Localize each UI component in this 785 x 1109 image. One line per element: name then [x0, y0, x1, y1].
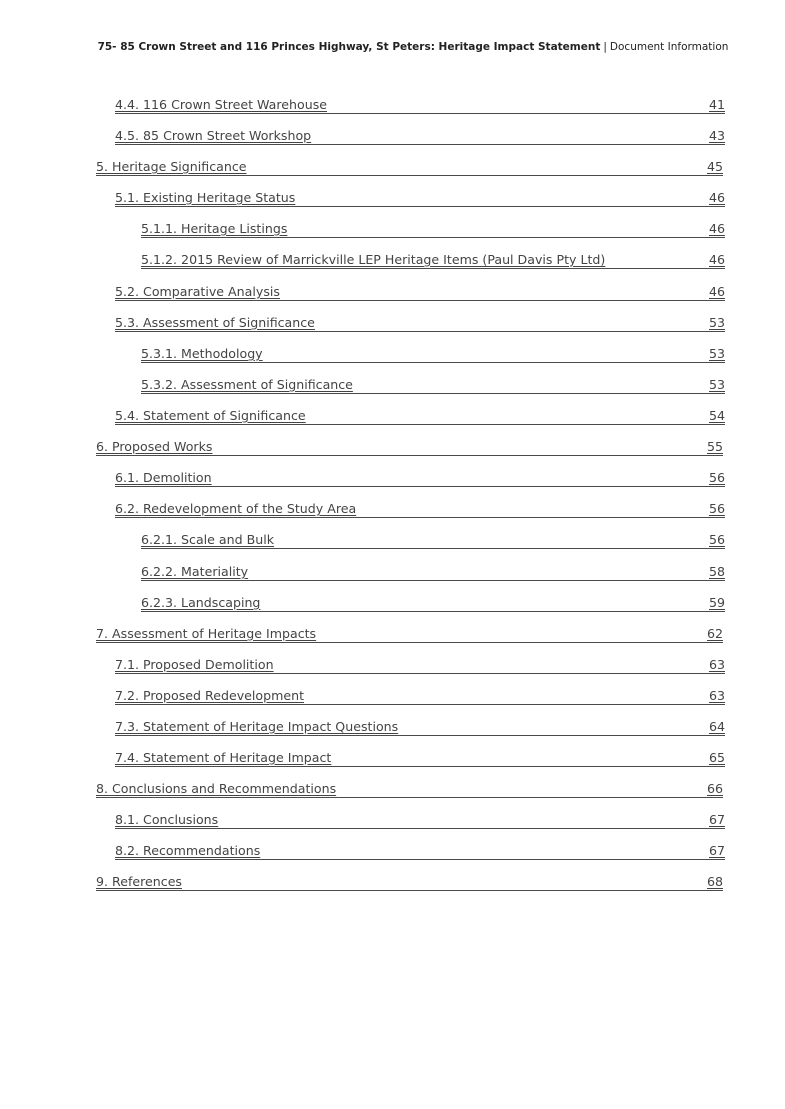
toc-entry[interactable]	[115, 125, 725, 145]
toc-entry-title: 7.4. Statement of Heritage Impact	[115, 750, 332, 765]
toc-entry[interactable]	[115, 716, 725, 736]
toc-entry-title: 6.2.1. Scale and Bulk	[141, 532, 275, 547]
toc-entry-page: 53	[708, 377, 725, 392]
toc-entry-page: 54	[708, 408, 725, 423]
toc-entry-page: 55	[706, 439, 723, 454]
toc-entry-title: 5.2. Comparative Analysis	[115, 284, 280, 299]
toc-entry[interactable]	[96, 778, 723, 798]
toc-entry[interactable]	[96, 623, 723, 643]
toc-entry-page: 56	[708, 532, 725, 547]
toc-entry-title: 5.1.2. 2015 Review of Marrickville LEP Heritage Items (Paul Davis Pty Ltd)	[141, 252, 606, 267]
toc-entry[interactable]	[115, 685, 725, 705]
toc-entry[interactable]	[115, 467, 725, 487]
toc-entry-title: 5.1.1. Heritage Listings	[141, 221, 288, 236]
toc-entry[interactable]	[115, 809, 725, 829]
toc-entry[interactable]	[115, 94, 725, 114]
toc-entry-title: 5.1. Existing Heritage Status	[115, 190, 296, 205]
toc-entry[interactable]	[115, 498, 725, 518]
toc-entry[interactable]	[96, 871, 723, 891]
header-separator: |	[603, 41, 607, 53]
toc-entry-title: 8. Conclusions and Recommendations	[96, 781, 337, 796]
page-header	[0, 41, 785, 53]
toc-entry-page: 56	[708, 501, 725, 516]
toc-entry-page: 65	[708, 750, 725, 765]
toc-entry[interactable]	[141, 592, 725, 612]
toc-entry-title: 5. Heritage Significance	[96, 159, 247, 174]
toc-entry-page: 67	[708, 843, 725, 858]
toc-entry[interactable]	[115, 187, 725, 207]
toc-entry-page: 64	[708, 719, 725, 734]
toc-entry[interactable]	[141, 529, 725, 549]
toc-entry-page: 63	[708, 688, 725, 703]
toc-entry-title: 7.3. Statement of Heritage Impact Questions	[115, 719, 399, 734]
toc-entry-page: 46	[708, 221, 725, 236]
toc-entry[interactable]	[115, 654, 725, 674]
toc-entry-title: 5.3.1. Methodology	[141, 346, 263, 361]
toc-entry[interactable]	[115, 840, 725, 860]
toc-entry[interactable]	[115, 312, 725, 332]
toc-entry-page: 46	[708, 252, 725, 267]
toc-entry-page: 68	[706, 874, 723, 889]
toc-entry[interactable]	[141, 218, 725, 238]
toc-entry-page: 67	[708, 812, 725, 827]
toc-entry-title: 7.1. Proposed Demolition	[115, 657, 274, 672]
document-title: 75- 85 Crown Street and 116 Princes Highway, St Peters: Heritage Impact Statement	[97, 41, 601, 53]
toc-entry[interactable]	[141, 343, 725, 363]
toc-entry-page: 62	[706, 626, 723, 641]
toc-entry-page: 45	[706, 159, 723, 174]
toc-entry-title: 6. Proposed Works	[96, 439, 213, 454]
toc-entry-page: 59	[708, 595, 725, 610]
header-section-label: Document Information	[609, 41, 729, 53]
toc-entry-title: 5.3. Assessment of Significance	[115, 315, 315, 330]
toc-entry-title: 6.1. Demolition	[115, 470, 212, 485]
toc-entry-title: 7. Assessment of Heritage Impacts	[96, 626, 317, 641]
toc-entry[interactable]	[115, 281, 725, 301]
toc-entry[interactable]	[96, 156, 723, 176]
toc-entry-page: 56	[708, 470, 725, 485]
toc-entry-page: 53	[708, 315, 725, 330]
toc-entry[interactable]	[141, 374, 725, 394]
toc-entry-page: 66	[706, 781, 723, 796]
toc-entry-page: 41	[708, 97, 725, 112]
toc-entry-page: 63	[708, 657, 725, 672]
toc-entry-page: 58	[708, 564, 725, 579]
toc-entry-title: 4.5. 85 Crown Street Workshop	[115, 128, 312, 143]
toc-entry-title: 6.2.3. Landscaping	[141, 595, 261, 610]
toc-entry-title: 6.2.2. Materiality	[141, 564, 249, 579]
toc-entry[interactable]	[141, 249, 725, 269]
toc-entry-page: 43	[708, 128, 725, 143]
toc-entry[interactable]	[96, 436, 723, 456]
toc-entry[interactable]	[115, 747, 725, 767]
toc-entry-title: 8.1. Conclusions	[115, 812, 219, 827]
toc-entry-page: 46	[708, 190, 725, 205]
toc-entry-title: 5.3.2. Assessment of Significance	[141, 377, 353, 392]
toc-entry-title: 6.2. Redevelopment of the Study Area	[115, 501, 357, 516]
toc-entry-page: 46	[708, 284, 725, 299]
toc-entry-page: 53	[708, 346, 725, 361]
toc-entry-title: 7.2. Proposed Redevelopment	[115, 688, 305, 703]
toc-entry[interactable]	[141, 561, 725, 581]
toc-entry-title: 5.4. Statement of Significance	[115, 408, 306, 423]
toc-entry[interactable]	[115, 405, 725, 425]
toc-entry-title: 9. References	[96, 874, 182, 889]
toc-entry-title: 4.4. 116 Crown Street Warehouse	[115, 97, 328, 112]
toc-entry-title: 8.2. Recommendations	[115, 843, 261, 858]
